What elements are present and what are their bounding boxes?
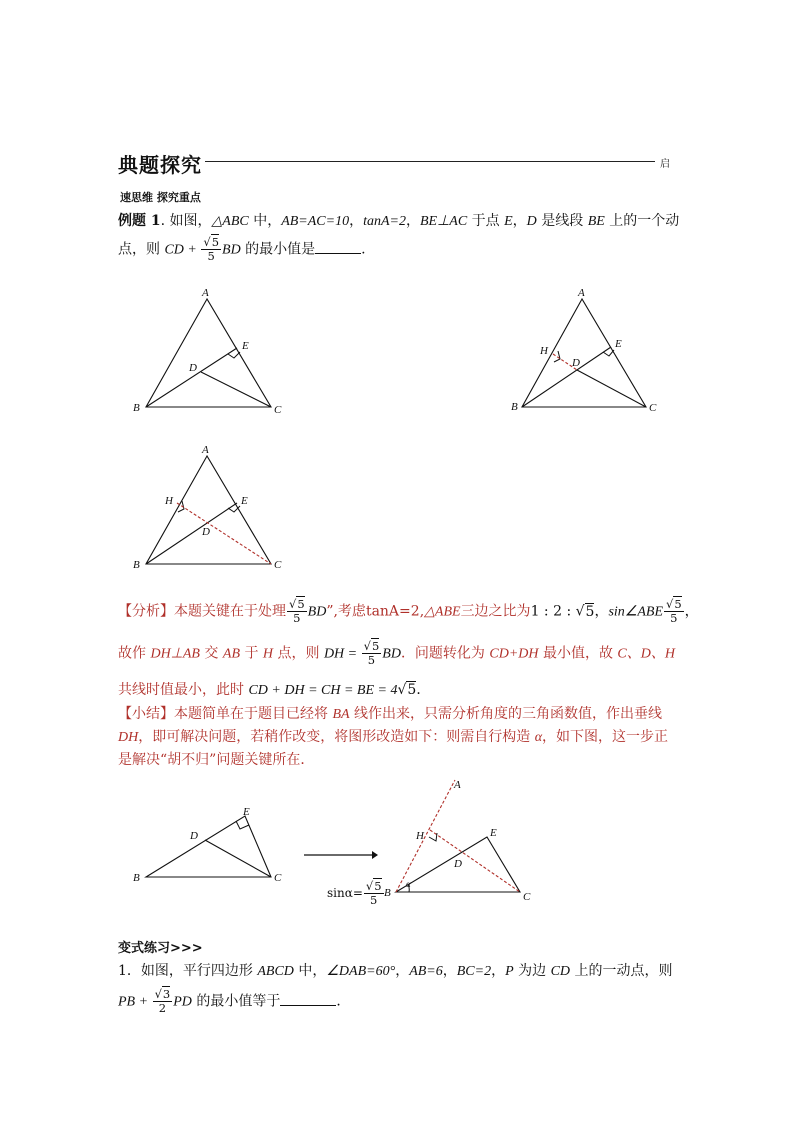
label-h: H xyxy=(416,830,424,842)
label-a: A xyxy=(454,779,461,791)
label-e: E xyxy=(243,806,250,818)
variant-q1-line1: 1．如图，平行四边形 ABCD 中，∠DAB=60°，AB=6，BC=2，P 为边 CD 上的一动点，则 xyxy=(118,963,673,979)
label-h: H xyxy=(540,345,548,357)
label-a: A xyxy=(202,444,209,456)
label-b: B xyxy=(133,402,140,414)
summary-line2: DH，即可解决问题，若稍作改变，将图形改造如下：则需自行构造 α，如下图，这一步正 xyxy=(118,729,669,745)
label-b: B xyxy=(511,401,518,413)
label-c: C xyxy=(649,402,657,414)
label-d: D xyxy=(202,526,210,538)
section-subtitle: 速思维 探究重点 xyxy=(120,191,201,204)
figure-4 xyxy=(125,805,295,890)
label-c: C xyxy=(274,404,282,416)
label-d: D xyxy=(454,858,462,870)
fraction: $\frac{√5}{5}$ xyxy=(363,639,380,667)
answer-blank xyxy=(315,241,361,254)
title-mark: 启 xyxy=(660,159,670,170)
label-e: E xyxy=(241,495,248,507)
label-a: A xyxy=(202,287,209,299)
label-c: C xyxy=(274,872,282,884)
label-h: H xyxy=(165,495,173,507)
label-e: E xyxy=(242,340,249,352)
label-b: B xyxy=(384,887,391,899)
fraction: $\frac{√5}{5}$ xyxy=(289,597,305,625)
label-d: D xyxy=(190,830,198,842)
analysis-line3: 共线时值最小，此时 CD + DH = CH = BE = 4√5． xyxy=(118,682,431,698)
example1-line1: 例题 1. 如图，△ABC 中，AB=AC=10，tanA=2，BE⊥AC 于点 E，D 是线段 BE 上的一个动 xyxy=(118,213,680,229)
label-d: D xyxy=(189,362,197,374)
label-d: D xyxy=(572,357,580,369)
example1-line2: 点，则 CD + $\frac{√5}{5}$ BD 的最小值是 . xyxy=(118,235,366,263)
figure-2 xyxy=(505,283,675,418)
analysis-tag: 【分析】 xyxy=(118,603,174,620)
example-label: 例题 1 xyxy=(118,213,161,229)
answer-blank xyxy=(280,993,336,1006)
title-rule xyxy=(205,161,655,162)
label-c: C xyxy=(523,891,531,903)
label-a: A xyxy=(578,287,585,299)
variant-q1-line2: PB + $\frac{√3}{2}$ PD 的最小值等于 ． xyxy=(118,987,351,1015)
summary-line3: 是解决“胡不归”问题关键所在． xyxy=(118,752,315,768)
summary-line1: 【小结】本题简单在于题目已经将 BA 线作出来，只需分析角度的三角函数值，作出垂线 xyxy=(118,706,663,722)
label-e: E xyxy=(490,827,497,839)
label-c: C xyxy=(274,559,282,571)
fraction: $\frac{√5}{5}$ xyxy=(365,879,382,907)
section-title: 典题探究 xyxy=(118,153,202,177)
analysis-line1: 【分析】本题关键在于处理 $\frac{√5}{5}$ BD”,考虑tanA=2,△ABE三边之比为1 : 2 : √5，sin∠ABE $\frac{√5}{5}$ ， xyxy=(118,597,699,625)
label-b: B xyxy=(133,872,140,884)
fraction: $\frac{√5}{5}$ xyxy=(203,235,220,263)
figure-3 xyxy=(125,440,295,575)
figure-1 xyxy=(125,283,295,418)
analysis-line2: 故作 DH⊥AB 交 AB 于 H 点，则 DH = $\frac{√5}{5}$ BD．问题转化为 CD+DH 最小值，故 C、D、H xyxy=(118,639,675,667)
fraction: $\frac{√5}{5}$ xyxy=(666,597,682,625)
fraction: $\frac{√3}{2}$ xyxy=(154,987,171,1015)
figure-5 xyxy=(382,775,542,905)
variant-title: 变式练习>>> xyxy=(118,941,203,956)
transform-arrow-icon xyxy=(300,848,380,862)
label-alpha: α xyxy=(406,879,411,889)
summary-tag: 【小结】 xyxy=(118,706,174,722)
label-e: E xyxy=(615,338,622,350)
label-b: B xyxy=(133,559,140,571)
sin-alpha-label: sinα= $\frac{√5}{5}$ xyxy=(327,879,382,907)
